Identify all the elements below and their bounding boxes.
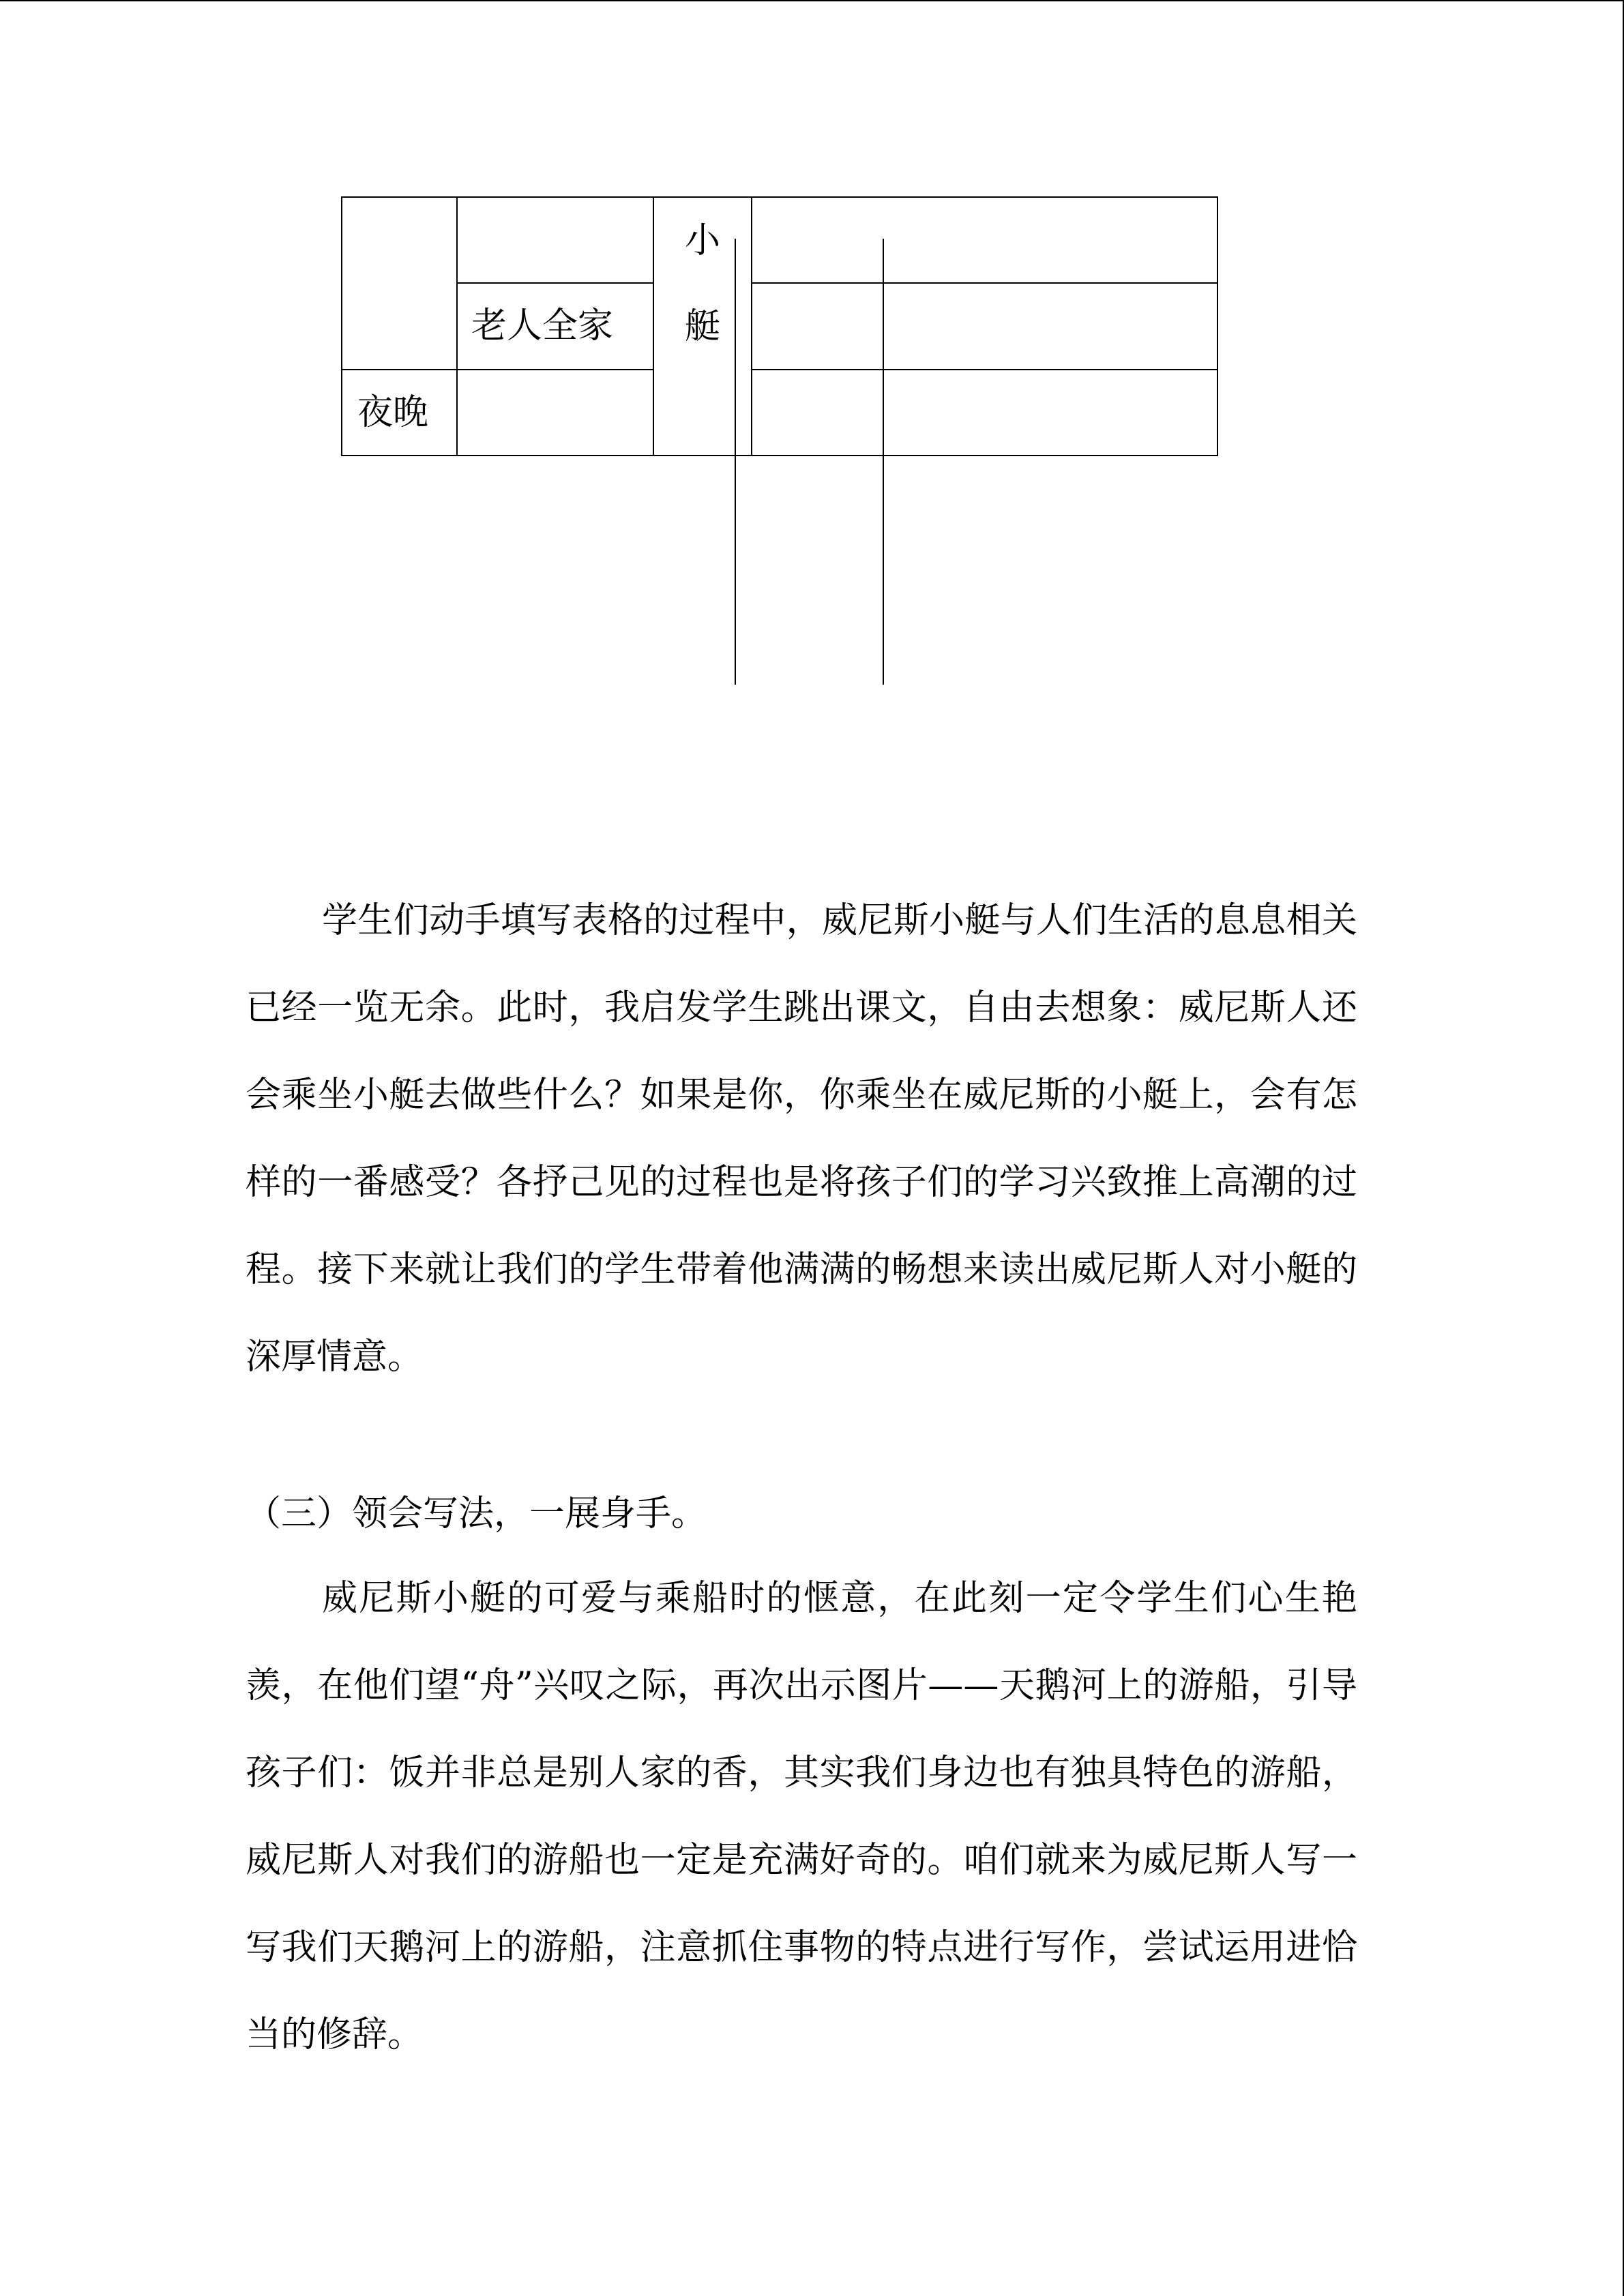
paragraph-1: 学生们动手填写表格的过程中，威尼斯小艇与人们生活的息息相关已经一览无余。此时，我启发学生跳出课文，自由去想象：威尼斯人还会乘坐小艇去做些什么？如果是你，你乘坐在威尼斯的小艇上，会有怎样的一番感受？各抒己见的过程也是将孩子们的学习兴致推上高潮的过程。接下来就让我们的学生带着他满满的畅想来读出威尼斯人对小艇的深厚情意。 [246, 900, 1357, 1377]
row-label-old-man-family: 老人全家 [471, 305, 614, 346]
table-border-left [341, 196, 342, 456]
table-col-divider-3 [751, 196, 752, 456]
boat-label-top: 小 [684, 220, 720, 261]
table-rule-row2-right [751, 369, 1218, 370]
table-rule-row1 [456, 282, 654, 284]
paragraph-2: 威尼斯小艇的可爱与乘船时的惬意，在此刻一定令学生们心生艳羡，在他们望“舟”兴叹之际，再次出示图片——天鹅河上的游船，引导孩子们：饭并非总是别人家的香，其实我们身边也有独具特色的游船，威尼斯人对我们的游船也一定是充满好奇的。咱们就来为威尼斯人写一写我们天鹅河上的游船，注意抓住事物的特点进行写作，尝试运用进恰当的修辞。 [246, 1578, 1357, 2055]
extended-line-right [883, 239, 884, 685]
page-top-border [0, 0, 1624, 1]
table-border-right [1217, 196, 1218, 456]
section-heading: （三）领会写法，一展身手。 [246, 1493, 707, 1534]
table-col-divider-2 [653, 196, 654, 456]
boat-label-bottom: 艇 [684, 306, 720, 347]
table-rule-row1-right [751, 282, 1218, 284]
table-rule-row2 [341, 369, 654, 370]
table-border-top [341, 196, 1218, 198]
table-col-divider-1 [456, 196, 458, 456]
row-label-night: 夜晚 [357, 392, 429, 433]
table-border-bottom [341, 455, 1218, 456]
extended-line-left [735, 239, 736, 685]
